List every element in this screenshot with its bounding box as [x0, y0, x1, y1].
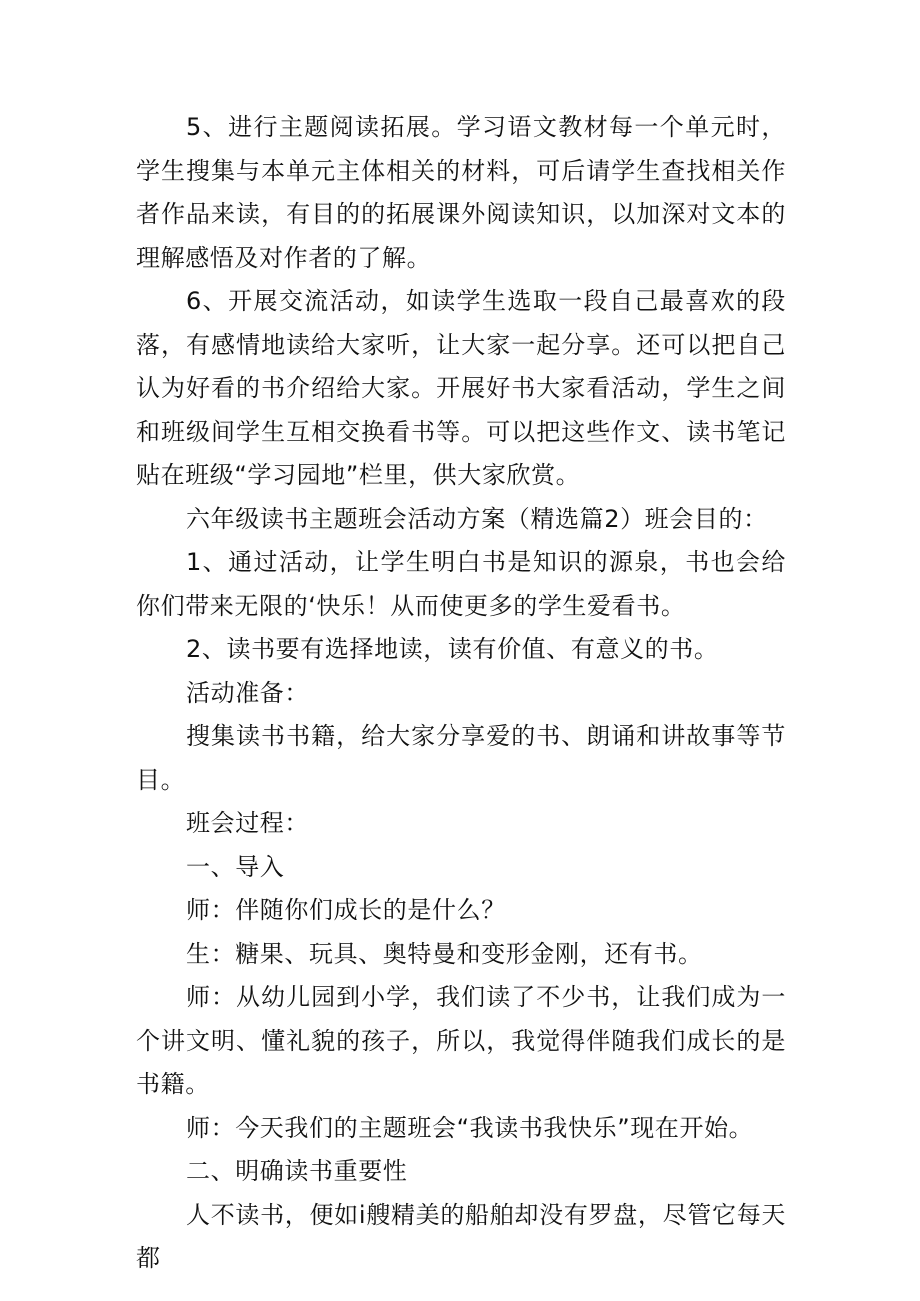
paragraph-section-intro: 一、导入: [186, 852, 285, 881]
paragraph-goal-2: 2、读书要有选择地读，读有价值、有意义的书。: [186, 635, 719, 663]
paragraph-process-heading: 班会过程：: [186, 809, 309, 837]
paragraph-dialogue-teacher-2: 师：从幼儿园到小学，我们读了不少书，让我们成为一个讲文明、懂礼貌的孩子，所以，我觉得伴随我们成长的是书籍。: [136, 983, 786, 1098]
paragraph-dialogue-teacher-3: 师：今天我们的主题班会“我读书我快乐”现在开始。: [186, 1113, 754, 1142]
paragraph-dialogue-teacher-1: 师：伴随你们成长的是什么？: [186, 896, 506, 924]
paragraph-goal-1: 1、通过活动，让学生明白书是知识的源泉，书也会给你们带来无限的‘快乐！从而使更多的学生爱看书。: [136, 548, 786, 620]
paragraph-plan-title: 六年级读书主题班会活动方案（精选篇2）班会目的：: [186, 504, 768, 533]
paragraph-preparation: 搜集读书书籍，给大家分享爱的书、朗诵和讲故事等节目。: [136, 722, 786, 794]
paragraph-importance-text: 人不读书，便如i艘精美的船舶却没有罗盘，尽管它每天都: [136, 1200, 786, 1272]
paragraph-exchange-activity: 6、开展交流活动，如读学生选取一段自己最喜欢的段落，有感情地读给大家听，让大家一起分享。还可以把自己认为好看的书介绍给大家。开展好书大家看活动，学生之间和班级间学生互相交换看书等。可以把这些作文、读书笔记贴在班级“学习园地”栏里，供大家欣赏。: [136, 287, 786, 489]
paragraph-theme-reading-extension: 5、进行主题阅读拓展。学习语文教材每一个单元时，学生搜集与本单元主体相关的材料，可后请学生查找相关作者作品来读，有目的的拓展课外阅读知识，以加深对文本的理解感悟及对作者的了解。: [136, 113, 786, 272]
paragraph-section-importance: 二、明确读书重要性: [186, 1157, 408, 1185]
paragraph-dialogue-student-1: 生：糖果、玩具、奥特曼和变形金刚，还有书。: [186, 939, 703, 968]
document-body: [136, 106, 786, 1281]
paragraph-preparation-heading: 活动准备：: [186, 678, 309, 707]
